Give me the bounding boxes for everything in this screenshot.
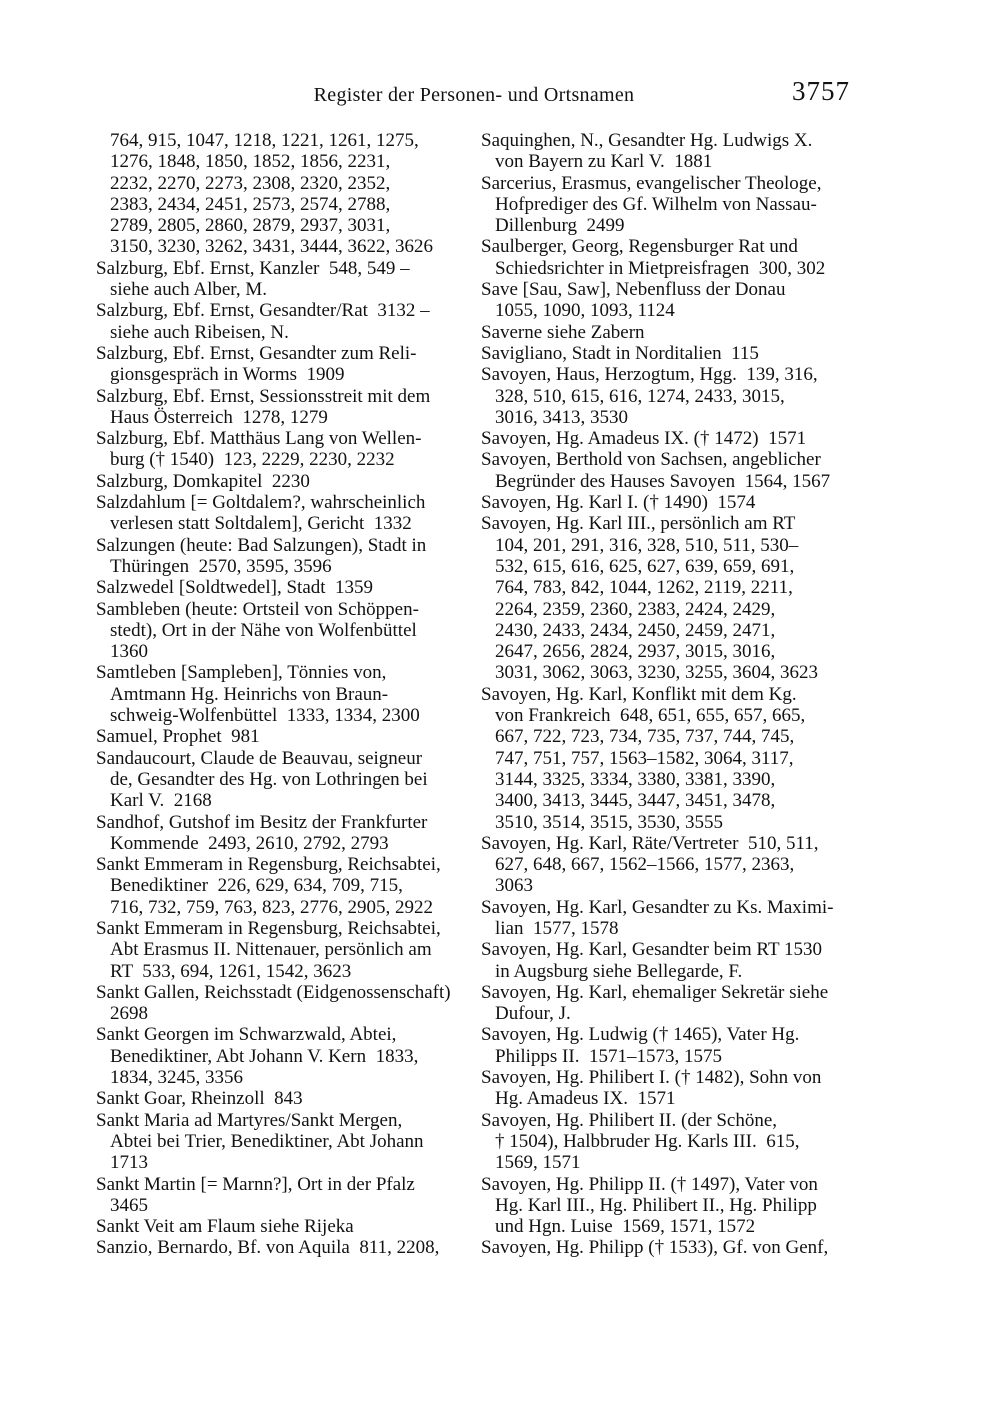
index-line: Sankt Goar, Rheinzoll 843	[96, 1088, 303, 1110]
index-line: 764, 915, 1047, 1218, 1221, 1261, 1275,	[110, 130, 419, 151]
index-line: 2789, 2805, 2860, 2879, 2937, 3031,	[110, 215, 391, 237]
index-line: 1276, 1848, 1850, 1852, 1856, 2231,	[110, 151, 391, 173]
index-line: Hg. Amadeus IX. 1571	[495, 1088, 676, 1110]
index-line: Hofprediger des Gf. Wilhelm von Nassau-	[495, 193, 817, 215]
index-line: Dufour, J.	[495, 1003, 571, 1025]
index-line: stedt), Ort in der Nähe von Wolfenbüttel	[110, 619, 417, 641]
index-line: 3465	[110, 1194, 148, 1216]
index-line: Sambleben (heute: Ortsteil von Schöppen-	[96, 598, 419, 620]
index-line: burg († 1540) 123, 2229, 2230, 2232	[110, 449, 395, 471]
index-line: Savoyen, Hg. Philipp II. († 1497), Vater von	[481, 1173, 818, 1195]
index-line: Thüringen 2570, 3595, 3596	[110, 555, 332, 577]
index-line: 1834, 3245, 3356	[110, 1067, 243, 1089]
index-line: 2264, 2359, 2360, 2383, 2424, 2429,	[495, 598, 776, 620]
index-line: 3150, 3230, 3262, 3431, 3444, 3622, 3626	[110, 236, 433, 258]
index-line: 747, 751, 757, 1563–1582, 3064, 3117,	[495, 747, 794, 769]
index-line: Savigliano, Stadt in Norditalien 115	[481, 342, 759, 364]
running-header	[96, 78, 852, 110]
index-line: Saulberger, Georg, Regensburger Rat und	[481, 236, 798, 258]
page-number: 3757	[792, 76, 850, 106]
index-line: Abt Erasmus II. Nittenauer, persönlich am	[110, 939, 432, 961]
index-line: Salzburg, Ebf. Ernst, Kanzler 548, 549 –	[96, 257, 410, 279]
index-line: Savoyen, Hg. Philipp († 1533), Gf. von Genf,	[481, 1237, 829, 1259]
index-line: Savoyen, Hg. Karl III., persönlich am RT	[481, 513, 796, 535]
index-line: Salzungen (heute: Bad Salzungen), Stadt in	[96, 534, 427, 556]
index-line: RT 533, 694, 1261, 1542, 3623	[110, 960, 352, 982]
index-line: Savoyen, Hg. Karl I. († 1490) 1574	[481, 492, 756, 514]
index-line: Savoyen, Hg. Karl, Räte/Vertreter 510, 511,	[481, 832, 819, 854]
index-line: 328, 510, 615, 616, 1274, 2433, 3015,	[495, 385, 785, 407]
index-line: siehe auch Ribeisen, N.	[110, 321, 289, 343]
index-line: 2698	[110, 1003, 148, 1025]
index-line: Sandhof, Gutshof im Besitz der Frankfurter	[96, 811, 428, 833]
index-line: Sankt Gallen, Reichsstadt (Eidgenossenschaft)	[96, 981, 451, 1003]
index-line: Savoyen, Hg. Karl, Konflikt mit dem Kg.	[481, 683, 797, 705]
index-line: 532, 615, 616, 625, 627, 639, 659, 691,	[495, 555, 795, 577]
index-line: Sankt Georgen im Schwarzwald, Abtei,	[96, 1024, 397, 1046]
index-line: 3016, 3413, 3530	[495, 406, 628, 428]
index-line: schweig-Wolfenbüttel 1333, 1334, 2300	[110, 705, 420, 727]
index-column-left	[96, 130, 481, 1259]
index-line: Kommende 2493, 2610, 2792, 2793	[110, 832, 389, 854]
index-line: Savoyen, Hg. Amadeus IX. († 1472) 1571	[481, 428, 807, 450]
index-line: 1569, 1571	[495, 1152, 581, 1174]
index-line: Savoyen, Berthold von Sachsen, angeblicher	[481, 449, 821, 471]
index-line: siehe auch Alber, M.	[110, 279, 268, 301]
page-title: Register der Personen- und Ortsnamen	[313, 84, 635, 106]
index-line: Sandaucourt, Claude de Beauvau, seigneur	[96, 747, 423, 769]
index-line: lian 1577, 1578	[495, 917, 619, 939]
index-line: von Bayern zu Karl V. 1881	[495, 151, 713, 173]
index-line: Samtleben [Sampleben], Tönnies von,	[96, 662, 387, 684]
index-line: Sankt Martin [= Marnn?], Ort in der Pfalz	[96, 1173, 415, 1195]
index-line: Savoyen, Hg. Philibert II. (der Schöne,	[481, 1109, 778, 1131]
index-line: † 1504), Halbbruder Hg. Karls III. 615,	[495, 1130, 800, 1152]
index-line: Salzburg, Ebf. Ernst, Gesandter/Rat 3132 –	[96, 300, 430, 322]
index-line: 2430, 2433, 2434, 2450, 2459, 2471,	[495, 619, 776, 641]
index-line: 3400, 3413, 3445, 3447, 3451, 3478,	[495, 790, 776, 812]
index-column-right	[481, 130, 861, 1259]
index-line: 104, 201, 291, 316, 328, 510, 511, 530–	[495, 534, 799, 556]
index-line: 3063	[495, 875, 533, 897]
index-line: Philipps II. 1571–1573, 1575	[495, 1045, 722, 1067]
index-line: 3510, 3514, 3515, 3530, 3555	[495, 811, 723, 833]
index-line: 3144, 3325, 3334, 3380, 3381, 3390,	[495, 768, 776, 790]
index-line: Salzwedel [Soldtwedel], Stadt 1359	[96, 577, 374, 599]
index-line: Savoyen, Hg. Karl, ehemaliger Sekretär siehe	[481, 981, 829, 1003]
index-line: 2232, 2270, 2273, 2308, 2320, 2352,	[110, 172, 391, 194]
index-line: Saverne siehe Zabern	[481, 321, 645, 343]
index-line: 716, 732, 759, 763, 823, 2776, 2905, 2922	[110, 896, 433, 918]
index-line: Sarcerius, Erasmus, evangelischer Theologe,	[481, 172, 822, 194]
index-line: 3031, 3062, 3063, 3230, 3255, 3604, 3623	[495, 662, 818, 684]
index-line: Saquinghen, N., Gesandter Hg. Ludwigs X.	[481, 130, 813, 151]
index-line: Abtei bei Trier, Benediktiner, Abt Johann	[110, 1130, 424, 1152]
index-line: 1055, 1090, 1093, 1124	[495, 300, 675, 322]
index-line: Savoyen, Hg. Karl, Gesandter beim RT 1530	[481, 939, 822, 961]
index-line: Sanzio, Bernardo, Bf. von Aquila 811, 2208,	[96, 1237, 440, 1259]
index-line: Sankt Emmeram in Regensburg, Reichsabtei,	[96, 854, 441, 876]
index-line: de, Gesandter des Hg. von Lothringen bei	[110, 768, 428, 790]
index-line: Salzburg, Ebf. Ernst, Gesandter zum Reli-	[96, 342, 417, 364]
index-line: Sankt Emmeram in Regensburg, Reichsabtei,	[96, 917, 441, 939]
index-line: Savoyen, Hg. Philibert I. († 1482), Sohn von	[481, 1067, 822, 1089]
index-line: Hg. Karl III., Hg. Philibert II., Hg. Philipp	[495, 1194, 817, 1216]
index-line: Save [Sau, Saw], Nebenfluss der Donau	[481, 279, 786, 301]
index-line: verlesen statt Soltdalem], Gericht 1332	[110, 513, 412, 535]
index-line: 1360	[110, 641, 148, 663]
index-line: Savoyen, Hg. Karl, Gesandter zu Ks. Maximi-	[481, 896, 834, 918]
index-line: Haus Österreich 1278, 1279	[110, 406, 328, 428]
index-line: 1713	[110, 1152, 148, 1174]
index-line: Dillenburg 2499	[495, 215, 625, 237]
index-line: Salzburg, Ebf. Ernst, Sessionsstreit mit dem	[96, 385, 431, 407]
index-line: Samuel, Prophet 981	[96, 726, 260, 748]
index-line: Savoyen, Hg. Ludwig († 1465), Vater Hg.	[481, 1024, 800, 1046]
index-line: 2383, 2434, 2451, 2573, 2574, 2788,	[110, 193, 391, 215]
index-line: Salzburg, Ebf. Matthäus Lang von Wellen-	[96, 428, 422, 450]
index-line: gionsgespräch in Worms 1909	[110, 364, 345, 386]
index-line: 627, 648, 667, 1562–1566, 1577, 2363,	[495, 854, 795, 876]
index-line: Sankt Veit am Flaum siehe Rijeka	[96, 1216, 354, 1238]
index-line: Karl V. 2168	[110, 790, 212, 812]
index-line: Benediktiner, Abt Johann V. Kern 1833,	[110, 1045, 419, 1067]
index-line: Amtmann Hg. Heinrichs von Braun-	[110, 683, 389, 705]
index-line: Salzburg, Domkapitel 2230	[96, 470, 310, 492]
index-line: 667, 722, 723, 734, 735, 737, 744, 745,	[495, 726, 795, 748]
index-line: Begründer des Hauses Savoyen 1564, 1567	[495, 470, 831, 492]
index-line: Sankt Maria ad Martyres/Sankt Mergen,	[96, 1109, 403, 1131]
index-line: 2647, 2656, 2824, 2937, 3015, 3016,	[495, 641, 776, 663]
index-line: und Hgn. Luise 1569, 1571, 1572	[495, 1216, 756, 1238]
index-line: 764, 783, 842, 1044, 1262, 2119, 2211,	[495, 577, 793, 599]
index-line: Schiedsrichter in Mietpreisfragen 300, 302	[495, 257, 826, 279]
index-line: Benediktiner 226, 629, 634, 709, 715,	[110, 875, 403, 897]
index-line: Salzdahlum [= Goltdalem?, wahrscheinlich	[96, 492, 426, 514]
index-line: Savoyen, Haus, Herzogtum, Hgg. 139, 316,	[481, 364, 818, 386]
index-line: in Augsburg siehe Bellegarde, F.	[495, 960, 743, 982]
index-line: von Frankreich 648, 651, 655, 657, 665,	[495, 705, 806, 727]
